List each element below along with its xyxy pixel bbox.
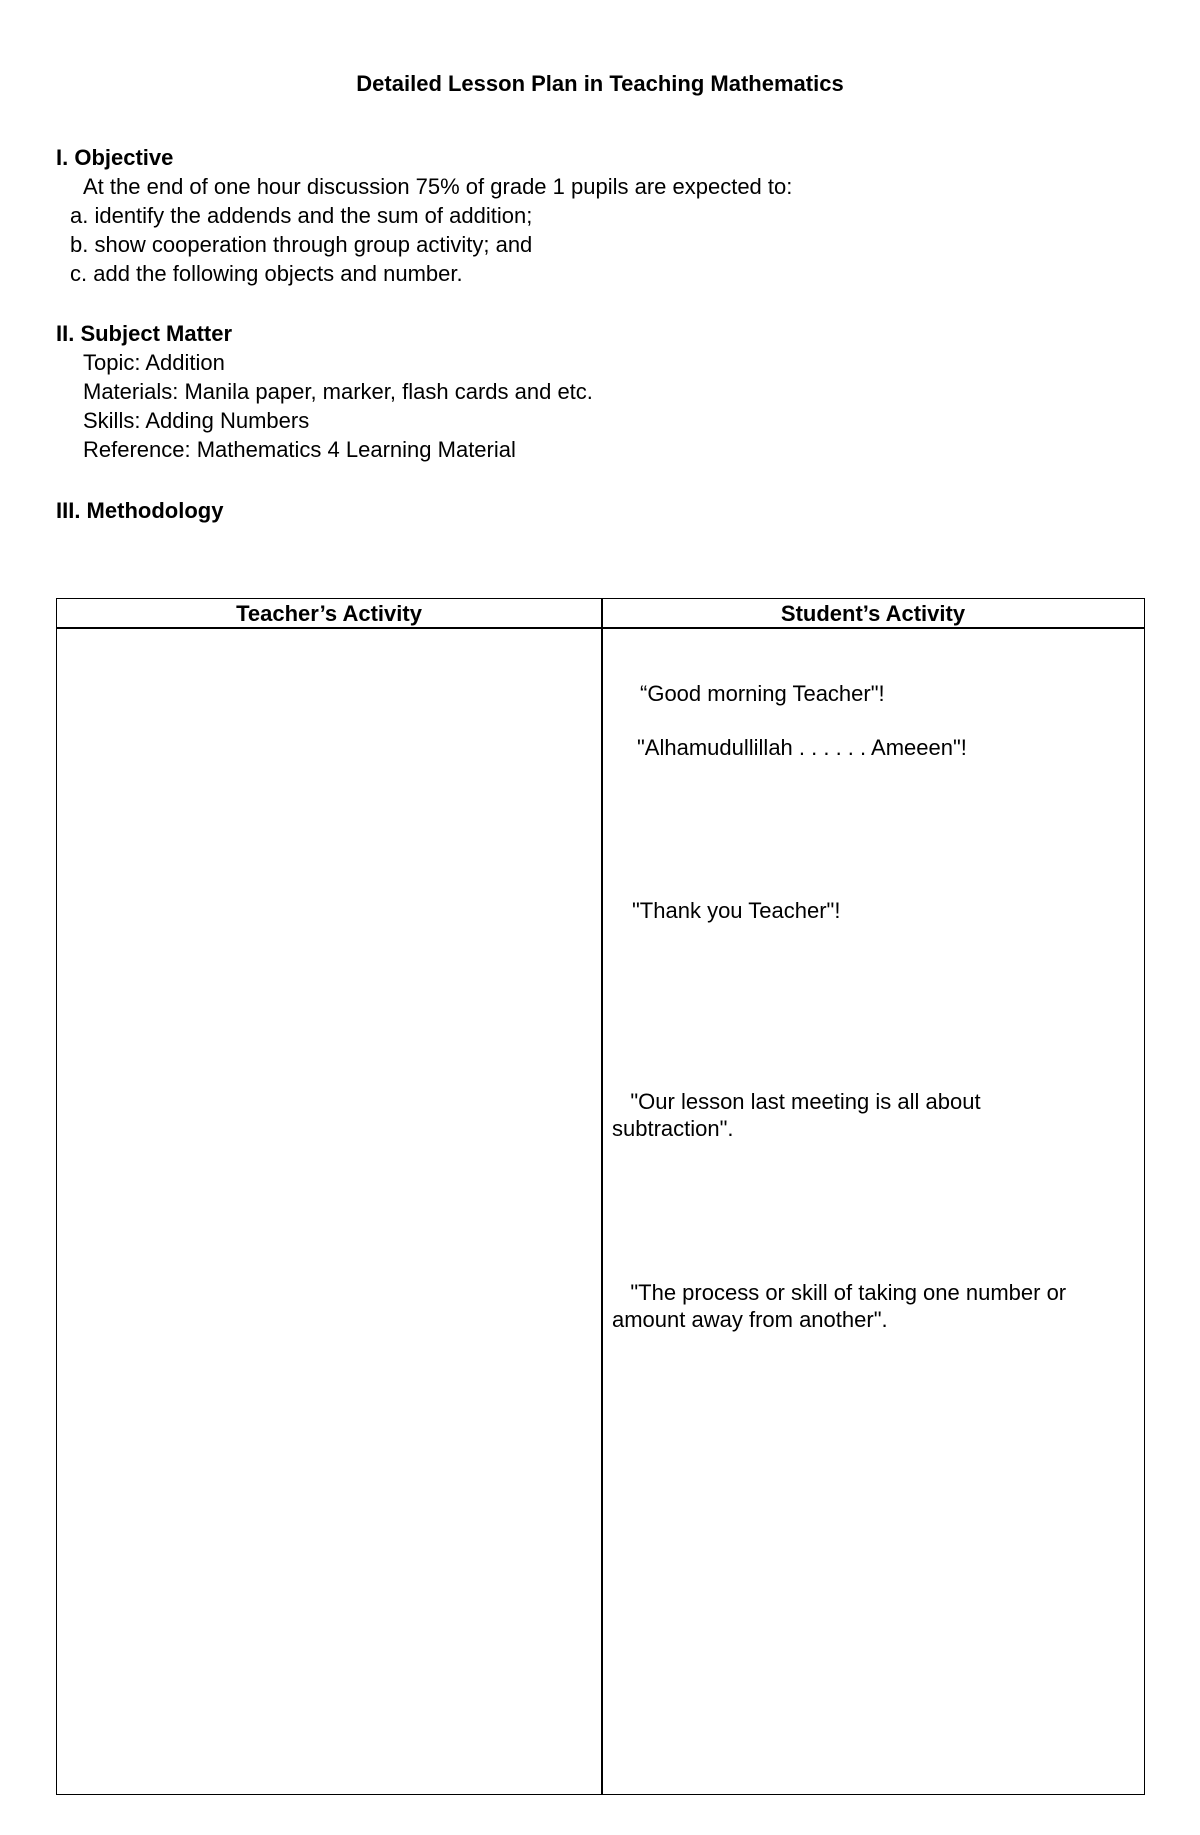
methodology-section xyxy=(56,496,1156,525)
subject-matter-heading: II. Subject Matter xyxy=(56,321,233,346)
objective-heading: I. Objective xyxy=(56,145,174,170)
objective-item-a: a. identify the addends and the sum of addition; xyxy=(70,203,533,228)
student-response-greeting: “Good morning Teacher"! xyxy=(640,681,885,706)
page-title: Detailed Lesson Plan in Teaching Mathematics xyxy=(356,71,844,96)
activity-table xyxy=(56,598,1145,1795)
objective-intro: At the end of one hour discussion 75% of grade 1 pupils are expected to: xyxy=(83,174,793,199)
student-response-prayer: "Alhamudullillah . . . . . . Ameeen"! xyxy=(637,735,967,760)
subject-reference: Reference: Mathematics 4 Learning Material xyxy=(83,437,516,462)
objective-section xyxy=(56,143,1156,288)
subject-materials: Materials: Manila paper, marker, flash cards and etc. xyxy=(83,379,593,404)
objective-item-c: c. add the following objects and number. xyxy=(70,261,463,286)
subject-skills: Skills: Adding Numbers xyxy=(83,408,310,433)
student-response-thanks: "Thank you Teacher"! xyxy=(632,898,841,923)
student-activity-header: Student’s Activity xyxy=(780,601,966,626)
student-response-last-lesson: "Our lesson last meeting is all about subtraction". xyxy=(612,1089,981,1141)
objective-item-b: b. show cooperation through group activity; and xyxy=(70,232,533,257)
table-column-divider xyxy=(601,599,603,1794)
student-response-definition: "The process or skill of taking one number or amount away from another". xyxy=(612,1280,1067,1332)
subject-topic: Topic: Addition xyxy=(83,350,225,375)
subject-matter-section xyxy=(56,319,1156,464)
methodology-heading: III. Methodology xyxy=(56,498,224,523)
teacher-activity-header: Teacher’s Activity xyxy=(236,601,422,626)
